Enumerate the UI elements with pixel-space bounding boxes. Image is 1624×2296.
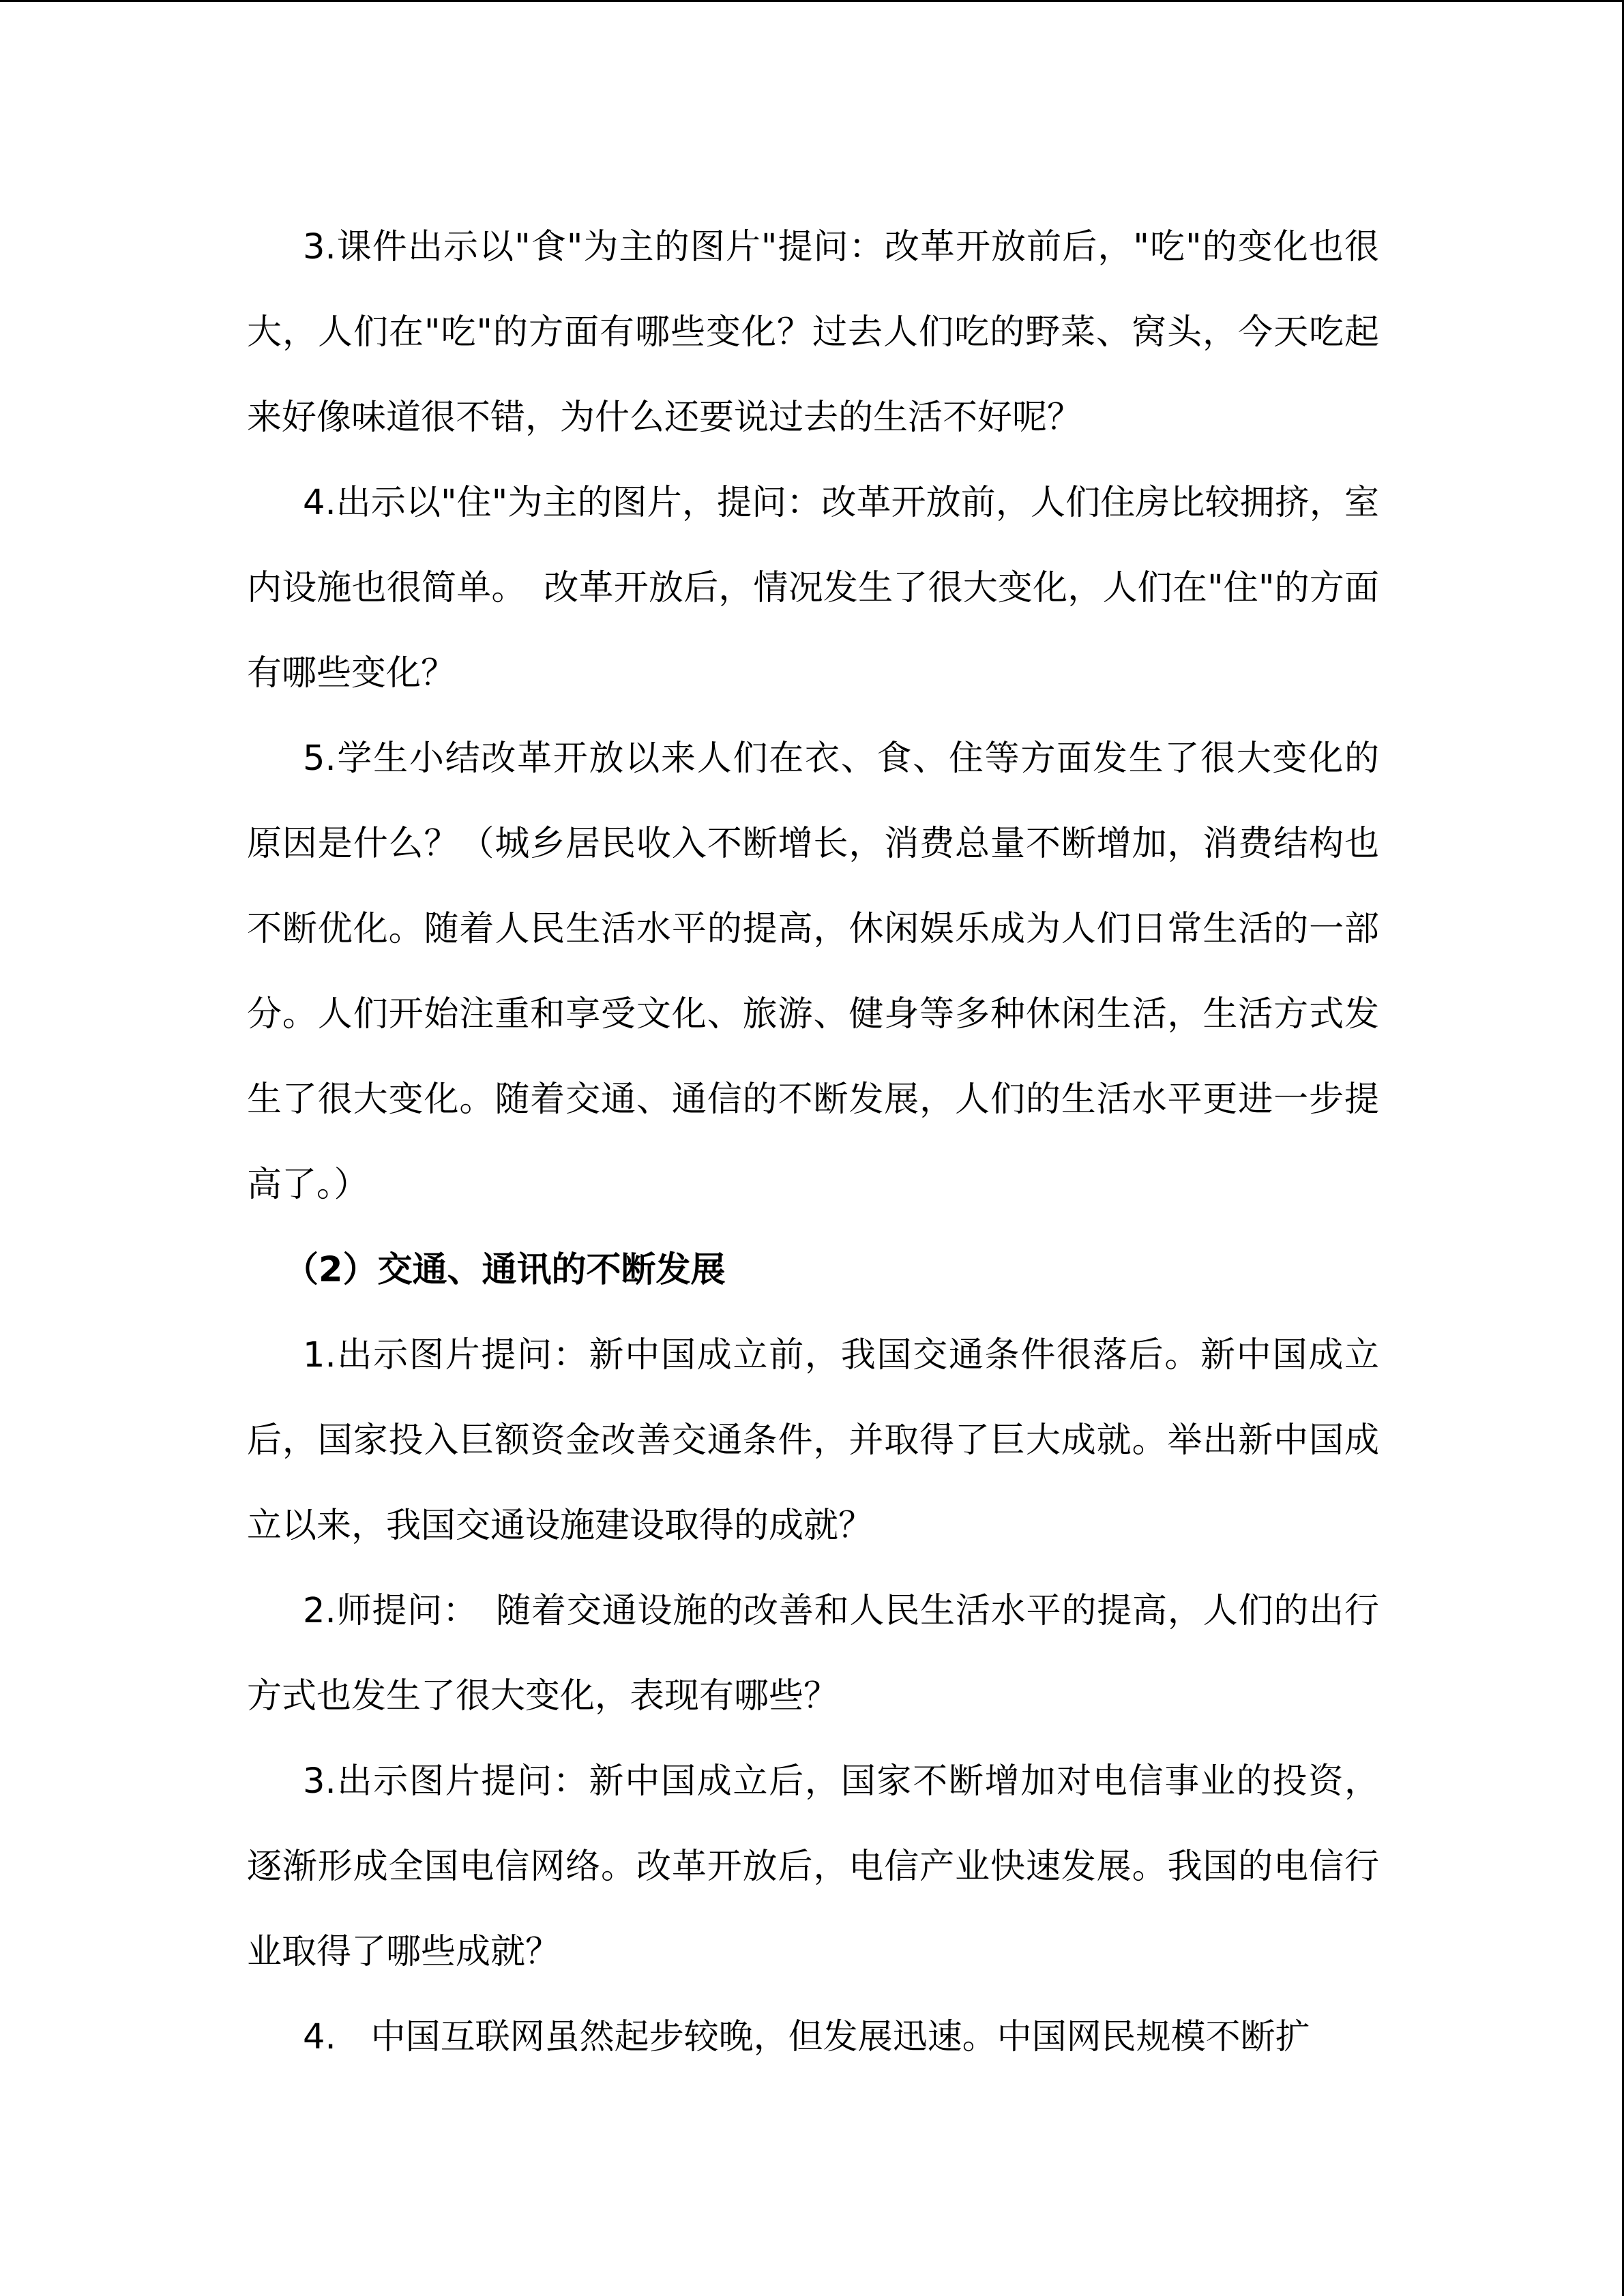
paragraph-summary: 5.学生小结改革开放以来人们在衣、食、住等方面发生了很大变化的原因是什么？（城乡居民收入不断增长，消费总量不断增加，消费结构也不断优化。随着人民生活水平的提高，休闲娱乐成为人们日常生活的一部分。人们开始注重和享受文化、旅游、健身等多种休闲生活，生活方式发生了很大变化。随着交通、通信的不断发展，人们的生活水平更进一步提高了。） xyxy=(247,739,1379,1205)
page-top-border xyxy=(0,0,1624,2)
paragraph-food-question: 3.课件出示以"食"为主的图片"提问：改革开放前后，"吃"的变化也很大，人们在"吃"的方面有哪些变化？过去人们吃的野菜、窝头，今天吃起来好像味道很不错，为什么还要说过去的生活不好呢？ xyxy=(247,227,1379,438)
paragraph-telecom: 3.出示图片提问：新中国成立后，国家不断增加对电信事业的投资，逐渐形成全国电信网络。改革开放后，电信产业快速发展。我国的电信行业取得了哪些成就？ xyxy=(247,1761,1379,1972)
document-page xyxy=(247,205,1379,2080)
paragraph-internet: 4. 中国互联网虽然起步较晚，但发展迅速。中国网民规模不断扩 xyxy=(303,2017,1310,2057)
paragraph-housing-question: 4.出示以"住"为主的图片，提问：改革开放前，人们住房比较拥挤，室内设施也很简单。 改革开放后，情况发生了很大变化，人们在"住"的方面有哪些变化？ xyxy=(247,483,1379,694)
paragraph-travel-changes: 2.师提问： 随着交通设施的改善和人民生活水平的提高，人们的出行方式也发生了很大变化，表现有哪些？ xyxy=(247,1591,1379,1716)
paragraph-transport-achievements: 1.出示图片提问：新中国成立前，我国交通条件很落后。新中国成立后，国家投入巨额资金改善交通条件，并取得了巨大成就。举出新中国成立以来，我国交通设施建设取得的成就？ xyxy=(247,1335,1379,1546)
section-heading-transport: （2）交通、通讯的不断发展 xyxy=(284,1250,726,1290)
